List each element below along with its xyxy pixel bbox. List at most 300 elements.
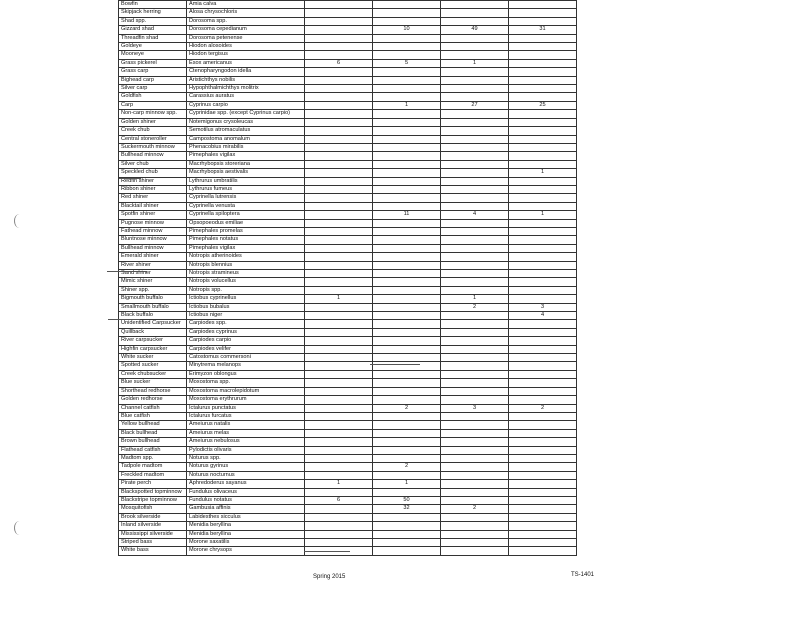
count-cell — [305, 303, 373, 311]
common-name-cell: White sucker — [119, 354, 187, 362]
count-cell — [305, 421, 373, 429]
count-cell — [441, 539, 509, 547]
table-row — [119, 295, 577, 303]
count-cell — [441, 9, 509, 17]
count-cell — [305, 270, 373, 278]
count-cell — [305, 488, 373, 496]
table-row — [119, 236, 577, 244]
scientific-name-cell: Opsopoeodus emiliae — [187, 219, 305, 227]
count-cell — [373, 471, 441, 479]
count-cell: 2 — [373, 404, 441, 412]
count-cell: 31 — [509, 26, 577, 34]
table-row — [119, 118, 577, 126]
count-cell — [509, 454, 577, 462]
count-cell — [509, 295, 577, 303]
table-row — [119, 76, 577, 84]
count-cell — [441, 513, 509, 521]
table-row — [119, 261, 577, 269]
count-cell — [509, 387, 577, 395]
scientific-name-cell: Ameiurus nebulosus — [187, 438, 305, 446]
common-name-cell: River shiner — [119, 261, 187, 269]
count-cell — [441, 496, 509, 504]
table-row — [119, 396, 577, 404]
count-cell — [509, 219, 577, 227]
count-cell — [373, 68, 441, 76]
count-cell: 4 — [441, 211, 509, 219]
count-cell — [373, 253, 441, 261]
scientific-name-cell: Macrhybopsis storeriana — [187, 160, 305, 168]
table-row — [119, 101, 577, 109]
count-cell — [509, 185, 577, 193]
count-cell — [373, 547, 441, 555]
scientific-name-cell: Fundulus olivaceus — [187, 488, 305, 496]
count-cell — [441, 480, 509, 488]
table-row — [119, 43, 577, 51]
count-cell: 32 — [373, 505, 441, 513]
count-cell — [441, 85, 509, 93]
table-row — [119, 429, 577, 437]
count-cell: 2 — [509, 404, 577, 412]
count-cell — [373, 328, 441, 336]
table-row — [119, 177, 577, 185]
count-cell — [305, 127, 373, 135]
count-cell — [509, 345, 577, 353]
count-cell — [441, 454, 509, 462]
scientific-name-cell: Pimephales notatus — [187, 236, 305, 244]
common-name-cell: Blacktail shiner — [119, 202, 187, 210]
scan-artifact-line — [304, 551, 350, 552]
count-cell: 5 — [373, 59, 441, 67]
count-cell: 27 — [441, 101, 509, 109]
count-cell — [441, 68, 509, 76]
count-cell — [373, 513, 441, 521]
common-name-cell: Mosquitofish — [119, 505, 187, 513]
count-cell — [441, 236, 509, 244]
footer-date: Spring 2015 — [313, 574, 346, 580]
table-row — [119, 85, 577, 93]
count-cell — [305, 438, 373, 446]
common-name-cell: Yellow bullhead — [119, 421, 187, 429]
scientific-name-cell: Dorosoma cepedianum — [187, 26, 305, 34]
scan-artifact-line — [119, 178, 141, 179]
scientific-name-cell: Pylodictis olivaris — [187, 446, 305, 454]
count-cell — [441, 488, 509, 496]
table-row — [119, 127, 577, 135]
count-cell — [441, 127, 509, 135]
count-cell — [373, 169, 441, 177]
count-cell — [441, 337, 509, 345]
species-table-sheet — [118, 0, 576, 556]
count-cell — [441, 463, 509, 471]
count-cell — [441, 387, 509, 395]
table-row — [119, 110, 577, 118]
table-row — [119, 194, 577, 202]
count-cell — [509, 286, 577, 294]
table-row — [119, 185, 577, 193]
count-cell — [373, 135, 441, 143]
scientific-name-cell: Ictiobus bubalus — [187, 303, 305, 311]
count-cell — [509, 505, 577, 513]
common-name-cell: Central stoneroller — [119, 135, 187, 143]
scientific-name-cell: Ictalurus furcatus — [187, 412, 305, 420]
common-name-cell: Bigmouth buffalo — [119, 295, 187, 303]
count-cell — [441, 312, 509, 320]
scientific-name-cell: Hiodon tergisus — [187, 51, 305, 59]
scientific-name-cell: Pimephales vigilax — [187, 244, 305, 252]
scientific-name-cell: Dorosoma petenense — [187, 34, 305, 42]
count-cell — [509, 547, 577, 555]
scientific-name-cell: Carpiodes velifer — [187, 345, 305, 353]
count-cell — [305, 160, 373, 168]
common-name-cell: Threadfin shad — [119, 34, 187, 42]
count-cell — [441, 227, 509, 235]
count-cell — [305, 253, 373, 261]
scientific-name-cell: Noturus nocturnus — [187, 471, 305, 479]
count-cell — [509, 337, 577, 345]
common-name-cell: Blue sucker — [119, 379, 187, 387]
scientific-name-cell: Noturus gyrinus — [187, 463, 305, 471]
table-row — [119, 345, 577, 353]
common-name-cell: Black bullhead — [119, 429, 187, 437]
common-name-cell: Mimic shiner — [119, 278, 187, 286]
common-name-cell: Unidentified Carpsucker — [119, 320, 187, 328]
count-cell: 1 — [441, 59, 509, 67]
count-cell — [441, 185, 509, 193]
count-cell — [509, 446, 577, 454]
count-cell — [441, 547, 509, 555]
table-row — [119, 253, 577, 261]
table-row — [119, 278, 577, 286]
table-row — [119, 421, 577, 429]
common-name-cell: Striped bass — [119, 539, 187, 547]
count-cell — [509, 253, 577, 261]
common-name-cell: Freckled madtom — [119, 471, 187, 479]
count-cell — [441, 118, 509, 126]
common-name-cell: Goldfish — [119, 93, 187, 101]
count-cell — [373, 194, 441, 202]
count-cell — [509, 17, 577, 25]
count-cell — [373, 446, 441, 454]
count-cell: 6 — [305, 496, 373, 504]
common-name-cell: Sand shiner — [119, 270, 187, 278]
count-cell — [373, 43, 441, 51]
scientific-name-cell: Semotilus atromaculatus — [187, 127, 305, 135]
scientific-name-cell: Morone chrysops — [187, 547, 305, 555]
count-cell: 2 — [441, 303, 509, 311]
count-cell — [441, 446, 509, 454]
common-name-cell: Mooneye — [119, 51, 187, 59]
count-cell — [373, 454, 441, 462]
count-cell — [373, 429, 441, 437]
count-cell — [509, 135, 577, 143]
count-cell — [441, 169, 509, 177]
common-name-cell: Golden redhorse — [119, 396, 187, 404]
count-cell — [441, 93, 509, 101]
count-cell — [373, 160, 441, 168]
common-name-cell: Flathead catfish — [119, 446, 187, 454]
count-cell — [305, 118, 373, 126]
common-name-cell: Mississippi silverside — [119, 530, 187, 538]
binder-hole-mark — [14, 214, 25, 228]
count-cell: 3 — [509, 303, 577, 311]
count-cell — [373, 93, 441, 101]
common-name-cell: River carpsucker — [119, 337, 187, 345]
count-cell — [509, 488, 577, 496]
table-row — [119, 244, 577, 252]
count-cell — [305, 177, 373, 185]
count-cell — [305, 219, 373, 227]
table-row — [119, 530, 577, 538]
count-cell — [509, 362, 577, 370]
common-name-cell: Redfin shiner — [119, 177, 187, 185]
count-cell — [305, 370, 373, 378]
count-cell — [509, 152, 577, 160]
common-name-cell: Emerald shiner — [119, 253, 187, 261]
scientific-name-cell: Aphredoderus sayanus — [187, 480, 305, 488]
count-cell — [441, 135, 509, 143]
count-cell — [305, 286, 373, 294]
count-cell — [441, 530, 509, 538]
count-cell — [441, 421, 509, 429]
table-row — [119, 286, 577, 294]
count-cell — [305, 328, 373, 336]
scientific-name-cell: Erimyzon oblongus — [187, 370, 305, 378]
common-name-cell: Creek chubsucker — [119, 370, 187, 378]
count-cell — [441, 370, 509, 378]
table-row — [119, 488, 577, 496]
count-cell — [305, 312, 373, 320]
count-cell: 10 — [373, 26, 441, 34]
scientific-name-cell: Pimephales promelas — [187, 227, 305, 235]
count-cell — [509, 496, 577, 504]
count-cell — [441, 43, 509, 51]
common-name-cell: Ribbon shiner — [119, 185, 187, 193]
count-cell — [509, 513, 577, 521]
count-cell — [441, 286, 509, 294]
count-cell — [373, 278, 441, 286]
common-name-cell: Speckled chub — [119, 169, 187, 177]
count-cell: 50 — [373, 496, 441, 504]
table-row — [119, 404, 577, 412]
table-row — [119, 152, 577, 160]
scientific-name-cell: Cyprinus carpio — [187, 101, 305, 109]
count-cell — [373, 9, 441, 17]
scientific-name-cell: Phenacobius mirabilis — [187, 143, 305, 151]
count-cell — [373, 345, 441, 353]
common-name-cell: Fathead minnow — [119, 227, 187, 235]
species-table-body — [119, 1, 577, 556]
table-row — [119, 51, 577, 59]
scientific-name-cell: Carassius auratus — [187, 93, 305, 101]
count-cell: 1 — [373, 101, 441, 109]
count-cell — [373, 387, 441, 395]
count-cell — [305, 85, 373, 93]
scientific-name-cell: Menidia beryllina — [187, 522, 305, 530]
scientific-name-cell: Macrhybopsis aestivalis — [187, 169, 305, 177]
scan-artifact-line — [370, 364, 420, 365]
count-cell — [305, 446, 373, 454]
count-cell — [373, 143, 441, 151]
count-cell — [509, 118, 577, 126]
common-name-cell: Bluntnose minnow — [119, 236, 187, 244]
count-cell — [305, 539, 373, 547]
count-cell — [509, 463, 577, 471]
count-cell — [373, 379, 441, 387]
count-cell: 1 — [441, 295, 509, 303]
count-cell — [373, 34, 441, 42]
table-row — [119, 312, 577, 320]
common-name-cell: Bullhead minnow — [119, 244, 187, 252]
count-cell — [441, 522, 509, 530]
count-cell: 1 — [509, 169, 577, 177]
count-cell — [305, 278, 373, 286]
table-row — [119, 362, 577, 370]
scientific-name-cell: Campostoma anomalum — [187, 135, 305, 143]
common-name-cell: Madtom spp. — [119, 454, 187, 462]
table-row — [119, 370, 577, 378]
table-row — [119, 480, 577, 488]
common-name-cell: Tadpole madtom — [119, 463, 187, 471]
count-cell — [305, 320, 373, 328]
count-cell — [305, 354, 373, 362]
count-cell — [509, 110, 577, 118]
count-cell — [305, 34, 373, 42]
count-cell — [373, 219, 441, 227]
count-cell — [305, 93, 373, 101]
count-cell — [441, 202, 509, 210]
count-cell — [441, 354, 509, 362]
count-cell: 11 — [373, 211, 441, 219]
count-cell — [441, 278, 509, 286]
table-row — [119, 270, 577, 278]
count-cell — [305, 26, 373, 34]
count-cell — [509, 93, 577, 101]
table-row — [119, 135, 577, 143]
count-cell — [373, 244, 441, 252]
count-cell — [305, 143, 373, 151]
count-cell — [305, 412, 373, 420]
count-cell — [441, 219, 509, 227]
scan-artifact-line — [107, 271, 147, 272]
count-cell — [305, 387, 373, 395]
count-cell: 1 — [305, 480, 373, 488]
scientific-name-cell: Notropis spp. — [187, 286, 305, 294]
count-cell — [305, 261, 373, 269]
table-row — [119, 17, 577, 25]
common-name-cell: Golden shiner — [119, 118, 187, 126]
table-row — [119, 337, 577, 345]
common-name-cell: Bullhead minnow — [119, 152, 187, 160]
count-cell — [305, 51, 373, 59]
count-cell — [373, 85, 441, 93]
scientific-name-cell: Moxostoma macrolepidotum — [187, 387, 305, 395]
scientific-name-cell: Esox americanus — [187, 59, 305, 67]
species-table — [118, 0, 577, 556]
count-cell — [373, 522, 441, 530]
count-cell — [373, 438, 441, 446]
table-row — [119, 354, 577, 362]
common-name-cell: Shiner spp. — [119, 286, 187, 294]
count-cell — [373, 370, 441, 378]
count-cell — [441, 345, 509, 353]
count-cell — [509, 1, 577, 9]
count-cell — [305, 236, 373, 244]
count-cell — [509, 354, 577, 362]
scan-artifact-line — [108, 319, 140, 320]
count-cell — [373, 295, 441, 303]
count-cell — [441, 194, 509, 202]
scientific-name-cell: Cyprinella lutrensis — [187, 194, 305, 202]
count-cell — [373, 76, 441, 84]
common-name-cell: Pirate perch — [119, 480, 187, 488]
common-name-cell: Black buffalo — [119, 312, 187, 320]
count-cell — [373, 152, 441, 160]
scientific-name-cell: Notropis stramineus — [187, 270, 305, 278]
common-name-cell: Spotted sucker — [119, 362, 187, 370]
scientific-name-cell: Carpiodes carpio — [187, 337, 305, 345]
count-cell — [509, 522, 577, 530]
count-cell — [305, 169, 373, 177]
count-cell — [373, 17, 441, 25]
count-cell — [305, 76, 373, 84]
count-cell — [441, 320, 509, 328]
count-cell — [509, 236, 577, 244]
table-row — [119, 219, 577, 227]
count-cell — [441, 143, 509, 151]
common-name-cell: Brook silverside — [119, 513, 187, 521]
table-row — [119, 513, 577, 521]
count-cell — [509, 429, 577, 437]
count-cell — [373, 236, 441, 244]
count-cell — [373, 320, 441, 328]
common-name-cell: Silver carp — [119, 85, 187, 93]
common-name-cell: Silver chub — [119, 160, 187, 168]
binder-hole-mark — [14, 521, 25, 535]
count-cell — [509, 438, 577, 446]
count-cell — [509, 320, 577, 328]
common-name-cell: Quillback — [119, 328, 187, 336]
count-cell — [509, 160, 577, 168]
table-row — [119, 143, 577, 151]
count-cell — [305, 454, 373, 462]
count-cell — [509, 379, 577, 387]
common-name-cell: Grass pickerel — [119, 59, 187, 67]
count-cell — [509, 244, 577, 252]
count-cell — [509, 278, 577, 286]
common-name-cell: Smallmouth buffalo — [119, 303, 187, 311]
common-name-cell: Red shiner — [119, 194, 187, 202]
count-cell — [441, 379, 509, 387]
count-cell — [441, 412, 509, 420]
scientific-name-cell: Ictiobus cyprinellus — [187, 295, 305, 303]
scientific-name-cell: Fundulus notatus — [187, 496, 305, 504]
count-cell — [305, 471, 373, 479]
common-name-cell: Bowfin — [119, 1, 187, 9]
table-row — [119, 211, 577, 219]
count-cell — [373, 488, 441, 496]
common-name-cell: Blue catfish — [119, 412, 187, 420]
table-row — [119, 438, 577, 446]
count-cell — [305, 429, 373, 437]
count-cell — [441, 396, 509, 404]
scientific-name-cell: Minytrema melanops — [187, 362, 305, 370]
table-row — [119, 160, 577, 168]
common-name-cell: Gizzard shad — [119, 26, 187, 34]
count-cell — [441, 152, 509, 160]
common-name-cell: Skipjack herring — [119, 9, 187, 17]
count-cell — [373, 396, 441, 404]
count-cell: 2 — [373, 463, 441, 471]
